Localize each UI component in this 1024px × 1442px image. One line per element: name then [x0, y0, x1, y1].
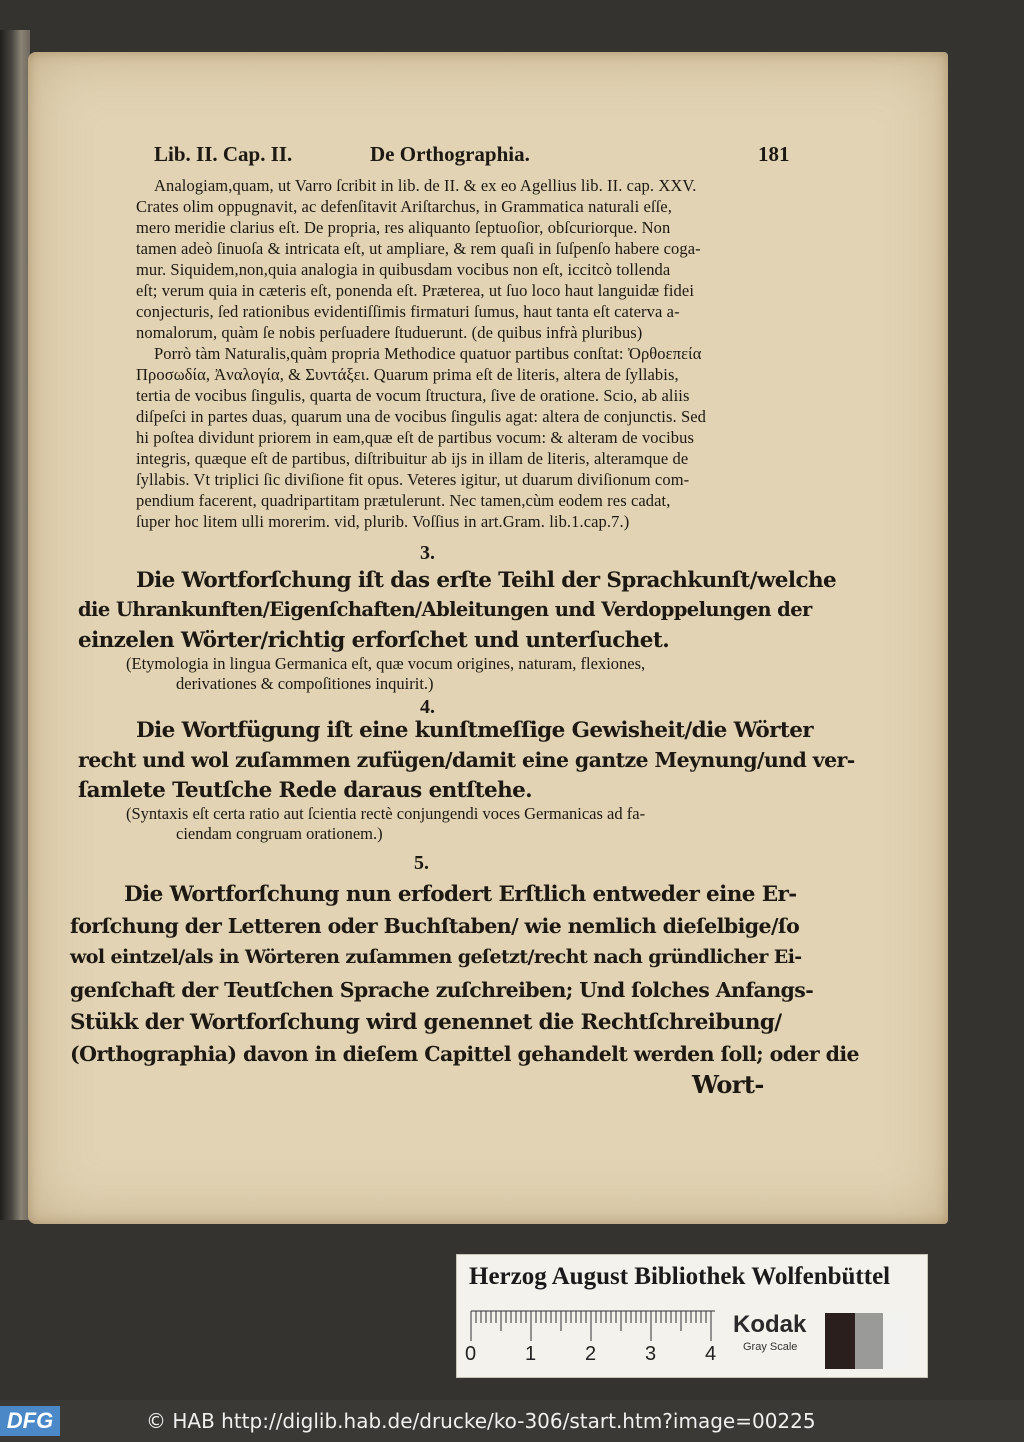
text-line: ſyllabis. Vt triplici ſic diviſione fit opus. Veteres igitur, ut duarum diviſionum com-	[136, 470, 690, 489]
footer-bar	[0, 1400, 1024, 1442]
copyright-url: © HAB http://diglib.hab.de/drucke/ko-306/start.htm?image=00225	[146, 1409, 816, 1433]
text-line: tertia de vocibus ſingulis, quarta de vocum ſtructura, ſive de oratione. Scio, ab aliis	[136, 386, 690, 405]
text-line: nomalorum, quàm ſe nobis perſuadere ſtuduerunt. (de quibus infrà pluribus)	[136, 323, 643, 342]
institution-name: Herzog August Bibliothek Wolfenbüttel	[469, 1263, 891, 1290]
ruler-number: 4	[705, 1343, 717, 1365]
latin-translation: (Etymologia in lingua Germanica eſt, quæ vocum origines, naturam, flexiones,	[126, 654, 646, 673]
text-line: ſuper hoc litem ulli morerim. vid, plurib. Voſſius in art.Gram. lib.1.cap.7.)	[136, 512, 630, 531]
section-number: 5.	[414, 852, 429, 874]
section-number: 4.	[420, 696, 435, 718]
german-line: die Uhrankunften/Eigenſchaften/Ableitungen und Verdoppelungen der	[78, 598, 812, 621]
text-line: Crates olim oppugnavit, ac defenſitavit Ariſtarchus, in Grammatica naturali eſſe,	[136, 197, 672, 216]
latin-translation: derivationes & compoſitiones inquirit.)	[176, 674, 434, 693]
text-line: Προσωδία, Ἀναλογία, & Συντάξει. Quarum prima eſt de literis, altera de ſyllabis,	[136, 365, 679, 384]
german-line: forſchung der Letteren oder Buchſtaben/ wie nemlich dieſelbige/ſo	[70, 914, 800, 938]
dfg-logo: DFG	[0, 1406, 60, 1436]
text-line: conjecturis, ſed rationibus evidentiſſimis firmaturi ſumus, haut tanta eſt caterva a-	[136, 302, 680, 321]
running-head-left: Lib. II. Cap. II.	[154, 142, 293, 166]
german-line: Die Wortfügung iſt eine kunſtmeſſige Gewisheit/die Wörter	[136, 718, 814, 743]
german-line: recht und wol zuſammen zufügen/damit eine gantze Meynung/und ver-	[78, 748, 855, 772]
ruler-number: 2	[585, 1343, 597, 1365]
german-line: Die Wortforſchung nun erfodert Erſtlich entweder eine Er-	[124, 882, 797, 907]
gray-patch-dark	[825, 1313, 855, 1369]
latin-translation: ciendam congruam orationem.)	[176, 824, 383, 843]
ruler-number: 0	[465, 1343, 477, 1365]
german-line: Die Wortforſchung iſt das erſte Teihl der Sprachkunſt/welche	[136, 568, 837, 593]
german-line: genſchaft der Teutſchen Sprache zuſchreiben; Und ſolches Anfangs-	[70, 978, 814, 1002]
text-line: mero meridie clarius eſt. De propria, res aliquanto ſeptuoſior, obſcuriorque. Non	[136, 218, 671, 237]
german-line: ſamlete Teutſche Rede daraus entſtehe.	[78, 778, 533, 803]
text-line: eſt; verum quia in cæteris eſt, ponenda eſt. Præterea, ut ſuo loco haut languidæ fidei	[136, 281, 695, 300]
page-number: 181	[758, 142, 790, 166]
text-line: integris, quæque eſt de partibus, diſtribuitur ab ijs in illam de literis, alteramque de	[136, 449, 689, 468]
german-line: Stükk der Wortforſchung wird genennet die Rechtſchreibung/	[70, 1010, 782, 1035]
kodak-logo: Kodak	[733, 1311, 807, 1338]
latin-translation: (Syntaxis eſt certa ratio aut ſcientia rectè conjungendi voces Germanicas ad fa-	[126, 804, 646, 823]
text-line: diſpeſci in partes duas, quarum una de vocibus ſingulis agat: altera de conjunctis. Sed	[136, 407, 707, 426]
scale-card	[456, 1254, 928, 1378]
section-number: 3.	[420, 542, 435, 564]
text-line: tamen adeò ſinuoſa & intricata eſt, ut ampliare, & rem quaſi in ſuſpenſo habere coga-	[136, 239, 701, 258]
text-line: Porrò tàm Naturalis,quàm propria Methodice quatuor partibus conſtat: Ὀρθοεπεία	[154, 344, 702, 363]
ruler-number: 3	[645, 1343, 657, 1365]
ruler-ticks	[465, 1307, 727, 1343]
gray-patch-light	[883, 1313, 909, 1369]
text-line: mur. Siquidem,non,quia analogia in quibusdam vocibus non eſt, iccitcò tollenda	[136, 260, 671, 279]
ruler	[465, 1307, 727, 1369]
text-line: pendium facerent, quadripartitam prætulerunt. Nec tamen,cùm eodem res cadat,	[136, 491, 671, 510]
running-head-title: De Orthographia.	[370, 142, 530, 166]
text-line: Analogiam,quam, ut Varro ſcribit in lib. de II. & ex eo Agellius lib. II. cap. XXV.	[154, 176, 697, 195]
german-line: (Orthographia) davon in dieſem Capittel gehandelt werden ſoll; oder die	[70, 1042, 859, 1066]
book-page	[28, 52, 948, 1224]
gray-scale-label: Gray Scale	[743, 1341, 798, 1353]
text-line: hi poſtea dividunt priorem in eam,quæ eſt de partibus vocum: & alteram de vocibus	[136, 428, 694, 447]
adjacent-page-edge	[0, 30, 30, 1220]
german-line: einzelen Wörter/richtig erforſchet und unterſuchet.	[78, 628, 670, 653]
gray-scale-patches	[825, 1313, 915, 1369]
german-line: wol eintzel/als in Wörteren zuſammen geſetzt/recht nach gründlicher Ei-	[70, 946, 802, 968]
ruler-number: 1	[525, 1343, 537, 1365]
catchword: Wort-	[692, 1070, 764, 1099]
gray-patch-mid	[855, 1313, 883, 1369]
